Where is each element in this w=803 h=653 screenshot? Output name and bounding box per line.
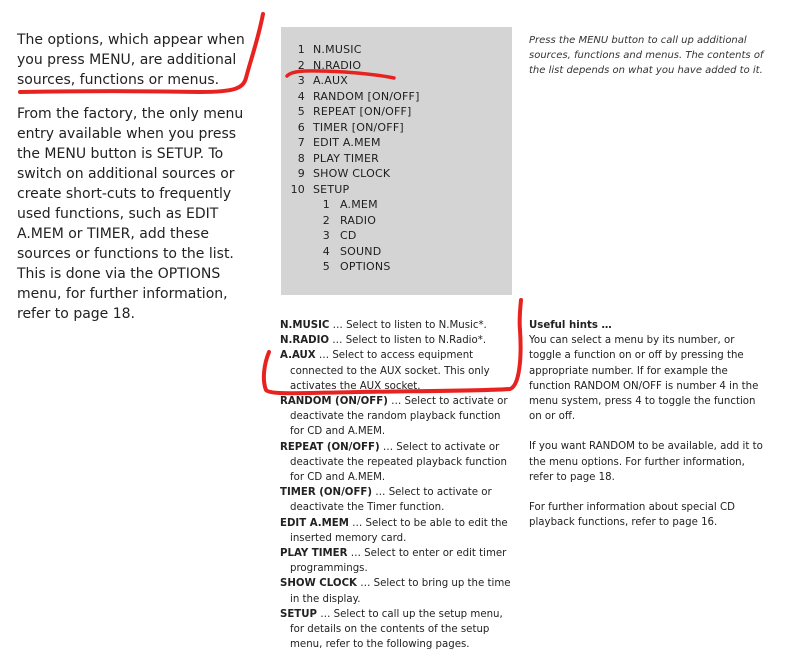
definition-item: N.MUSIC … Select to listen to N.Music*.	[280, 320, 487, 331]
hints-paragraph-2: If you want RANDOM to be available, add it to the menu options. For further information, refer to page 18.	[529, 441, 763, 483]
menu-item: 5 REPEAT [ON/OFF]	[297, 105, 412, 118]
menu-item: 7 EDIT A.MEM	[297, 136, 381, 149]
definition-item: REPEAT (ON/OFF) … Select to activate or deactivate the repeated playback function for CD and A.MEM.	[280, 441, 507, 484]
useful-hints	[529, 318, 769, 545]
menu-display-box	[281, 27, 512, 295]
definition-item: SHOW CLOCK … Select to bring up the time in the display.	[280, 578, 511, 605]
menu-item: 4 RANDOM [ON/OFF]	[297, 89, 420, 103]
definition-item: SETUP … Select to call up the setup menu, for details on the contents of the setup menu, refer to the following pages.	[280, 608, 503, 651]
menu-item: 8 PLAY TIMER	[297, 151, 379, 165]
menu-item: 2 N.RADIO	[297, 58, 362, 72]
hints-title: Useful hints …	[529, 320, 612, 331]
submenu-item: 1 A.MEM	[322, 198, 378, 211]
submenu-item: 2 RADIO	[322, 213, 377, 227]
submenu-item: 4 SOUND	[322, 244, 382, 258]
submenu-item: 5 OPTIONS	[322, 260, 391, 273]
intro-text	[17, 30, 257, 338]
definitions-list	[280, 318, 512, 652]
definition-item: A.AUX … Select to access equipment connected to the AUX socket. This only activates the AUX socket.	[280, 350, 490, 392]
intro-paragraph-2: From the factory, the only menu entry available when you press the MENU button is SETUP. To switch on additional sources or create short-cuts to frequently used functions, such as EDIT A.MEM or TIMER, add these sources or functions to the list. This is done via the OPTIONS menu, for further information, refer to page 18.	[17, 106, 244, 322]
definition-item: RANDOM (ON/OFF) … Select to activate or deactivate the random playback function for CD and A.MEM.	[280, 396, 508, 438]
side-note: Press the MENU button to call up additional sources, functions and menus. The contents of the list depends on what you have added to it.	[529, 35, 764, 76]
definition-item: TIMER (ON/OFF) … Select to activate or deactivate the Timer function.	[280, 487, 492, 514]
hints-paragraph-1: You can select a menu by its number, or toggle a function on or off by pressing the appropriate number. If for example the function RANDOM ON/OFF is number 4 in the menu system, press 4 to toggle the function on or off.	[529, 335, 759, 423]
menu-item: 10 SETUP	[290, 182, 350, 196]
menu-item: 9 SHOW CLOCK	[297, 167, 391, 180]
submenu-item: 3 CD	[322, 229, 357, 242]
menu-item: 3 A.AUX	[297, 74, 348, 87]
hints-paragraph-3: For further information about special CD playback functions, refer to page 16.	[529, 502, 735, 529]
definition-item: N.RADIO … Select to listen to N.Radio*.	[280, 335, 487, 347]
intro-paragraph-1: The options, which appear when you press MENU, are additional sources, functions or menus.	[17, 32, 245, 88]
definition-item: EDIT A.MEM … Select to be able to edit the inserted memory card.	[280, 517, 508, 544]
definition-item: PLAY TIMER … Select to enter or edit timer programmings.	[280, 548, 507, 575]
menu-item: 1 N.MUSIC	[297, 43, 362, 56]
menu-item: 6 TIMER [ON/OFF]	[297, 120, 404, 134]
menu-list	[281, 42, 420, 275]
